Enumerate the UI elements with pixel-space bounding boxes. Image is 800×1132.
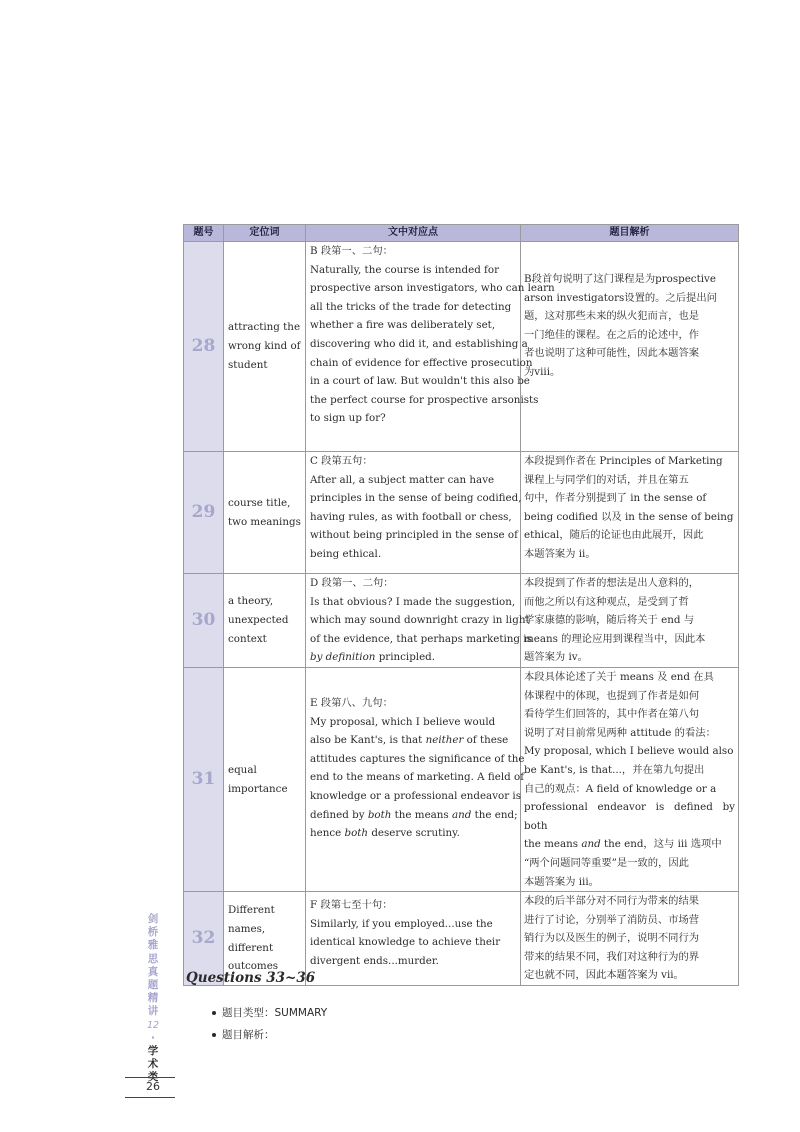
analysis-line: 本题答案为 iii。	[524, 875, 599, 888]
analysis-line: 者也说明了这种可能性，因此本题答案	[524, 347, 700, 360]
side-char: 剑	[147, 913, 159, 925]
side-char: 思	[147, 952, 159, 965]
source-text-block	[310, 668, 525, 843]
analysis-line: 本段提到作者在 Principles of Marketing	[524, 455, 723, 467]
source-line: After all, a subject matter can have	[310, 473, 495, 486]
side-book-title	[146, 913, 160, 1085]
keyword-line: wrong kind of	[228, 340, 301, 353]
source-line: knowledge or a professional endeavor is	[310, 789, 521, 802]
source-text-cell	[306, 452, 521, 574]
source-line: Similarly, if you employed...use the	[310, 917, 493, 930]
source-line: which may sound downright crazy in light	[310, 614, 530, 627]
table-row	[184, 242, 739, 452]
source-text-cell	[306, 892, 521, 986]
source-line: My proposal, which I believe would	[310, 715, 496, 728]
keyword-line: attracting the	[228, 321, 301, 334]
analysis-line: 体课程中的体现，也提到了作者是如何	[524, 689, 700, 702]
section-title: Questions 33~36	[186, 970, 316, 986]
analysis-line: 定也就不同，因此本题答案为 vii。	[524, 969, 684, 982]
analysis-text-block	[524, 574, 735, 667]
analysis-line: 为viii。	[524, 365, 561, 378]
analysis-cell	[521, 452, 739, 574]
analysis-line: 带来的结果不同，我们对这种行为的界	[524, 950, 700, 963]
header-text-reference: 文中对应点	[306, 225, 521, 242]
source-line: in a court of law. But wouldn't this also be	[310, 375, 530, 388]
source-line: end to the means of marketing. A field of	[310, 771, 525, 784]
analysis-cell	[521, 667, 739, 891]
bullet-question-type	[212, 1005, 327, 1020]
analysis-line: 本段提到了作者的想法是出人意料的，	[524, 577, 700, 589]
source-line: of the evidence, that perhaps marketing is	[310, 632, 532, 645]
source-line: all the tricks of the trade for detecting	[310, 300, 512, 313]
source-line: B 段第一、二句：	[310, 245, 393, 257]
side-category-char: 术	[147, 1058, 159, 1071]
analysis-line: 本段的后半部分对不同行为带来的结果	[524, 895, 700, 908]
keyword-line: unexpected	[228, 614, 289, 627]
source-line: divergent ends...murder.	[310, 954, 439, 967]
keyword-line: course title,	[228, 496, 291, 509]
analysis-line: 一门绝佳的课程。在之后的论述中，作	[524, 328, 700, 341]
side-char: 讲	[147, 1005, 159, 1018]
keywords-cell	[224, 574, 306, 668]
question-number: 29	[184, 452, 224, 574]
source-line: having rules, as with football or chess,	[310, 510, 512, 523]
source-line: F 段第七至十句：	[310, 899, 393, 912]
analysis-cell	[521, 242, 739, 452]
analysis-line: B段首句说明了这门课程是为prospective	[524, 273, 716, 285]
analysis-text-block	[524, 452, 735, 564]
source-text-cell	[306, 574, 532, 668]
source-line: E 段第八、九句：	[310, 696, 393, 709]
source-line: hence both deserve scrutiny.	[310, 827, 460, 840]
keyword-line: Different	[228, 903, 275, 916]
analysis-cell	[521, 892, 739, 986]
analysis-line: be Kant's, is that...，并在第九句提出	[524, 763, 705, 776]
analysis-line: 句中，作者分别提到了 in the sense of	[524, 492, 707, 505]
analysis-line: professional endeavor is defined by both	[524, 801, 735, 832]
keywords-cell	[224, 452, 306, 574]
keyword-line: different	[228, 941, 274, 954]
source-line: attitudes captures the significance of the	[310, 752, 525, 765]
analysis-line: 自己的观点：A field of knowledge or a	[524, 782, 717, 795]
source-text-block	[310, 452, 522, 564]
analysis-line: 题，这对那些未来的纵火犯而言，也是	[524, 310, 700, 323]
keywords-cell	[224, 242, 306, 452]
side-char: 雅	[147, 939, 159, 952]
side-char: 题	[147, 979, 159, 992]
analysis-line: being codified 以及 in the sense of being	[524, 510, 734, 523]
analysis-text-block	[524, 892, 735, 985]
analysis-line: means 的理论应用到课程当中，因此本	[524, 632, 706, 645]
keyword-line: two meanings	[228, 515, 301, 528]
bullet-text: 题目类型：SUMMARY	[222, 1007, 328, 1019]
source-line: chain of evidence for effective prosecution	[310, 356, 533, 369]
bullet-analysis	[212, 1027, 275, 1042]
bullet-icon	[212, 1033, 216, 1037]
header-analysis: 题目解析	[521, 225, 739, 242]
keyword-line: importance	[228, 782, 288, 795]
page-rule-top	[125, 1077, 175, 1078]
source-line: the perfect course for prospective arsonists	[310, 393, 539, 406]
source-line: also be Kant's, is that neither of these	[310, 734, 509, 747]
source-line: principles in the sense of being codified,	[310, 492, 522, 505]
question-number: 32	[184, 892, 224, 986]
keyword-line: equal	[228, 763, 257, 776]
keyword-line: student	[228, 358, 268, 371]
analysis-line: “两个问题同等重要”是一致的，因此	[524, 856, 689, 869]
question-number: 31	[184, 667, 224, 891]
analysis-line: 本段具体论述了关于 means 及 end 在具	[524, 670, 714, 683]
analysis-text-block	[524, 242, 735, 382]
analysis-line: the means and the end，这与 iii 选项中	[524, 838, 722, 851]
bullet-text: 题目解析：	[222, 1029, 275, 1041]
side-char: 真	[147, 965, 159, 978]
source-line: being ethical.	[310, 547, 382, 560]
page-number: 26	[146, 1080, 160, 1093]
side-category-char: 学	[147, 1045, 159, 1058]
analysis-line: 销行为以及医生的例子，说明不同行为	[524, 932, 700, 945]
source-line: by definition principled.	[310, 651, 436, 664]
side-char: 12	[146, 1019, 160, 1031]
bullet-icon	[212, 1011, 216, 1015]
analysis-line: 学家康德的影响，随后将关于 end 与	[524, 614, 695, 627]
header-question-number: 题号	[184, 225, 224, 242]
source-line: discovering who did it, and establishing a	[310, 337, 528, 350]
keyword-line: names,	[228, 922, 266, 935]
analysis-line: 看待学生们回答的，其中作者在第八句	[524, 708, 700, 721]
table-row	[184, 667, 739, 891]
source-line: D 段第一、二句：	[310, 577, 394, 589]
side-char: 桥	[147, 926, 159, 939]
source-line: identical knowledge to achieve their	[310, 936, 501, 949]
source-line: to sign up for?	[310, 412, 386, 425]
analysis-line: ethical，随后的论证也由此展开，因此	[524, 529, 704, 542]
source-line: without being principled in the sense of	[310, 529, 518, 542]
source-text-block	[310, 574, 532, 667]
analysis-line: My proposal, which I believe would also	[524, 745, 734, 758]
source-text-cell	[306, 667, 525, 891]
keyword-line: context	[228, 632, 267, 645]
answer-analysis-table	[183, 224, 739, 986]
analysis-cell	[521, 574, 739, 668]
table-row	[184, 574, 739, 668]
source-line: C 段第五句：	[310, 455, 373, 467]
side-char: 精	[147, 992, 159, 1005]
analysis-line: 课程上与同学们的对话，并且在第五	[524, 473, 689, 486]
keyword-line: a theory,	[228, 595, 274, 608]
analysis-line: 本题答案为 ii。	[524, 547, 596, 560]
table-row	[184, 452, 739, 574]
analysis-text-block	[524, 668, 735, 891]
source-line: Naturally, the course is intended for	[310, 263, 499, 276]
analysis-line: 进行了讨论，分别举了消防员、市场营	[524, 913, 700, 926]
keyword-line: outcomes	[228, 960, 279, 973]
keywords-cell	[224, 667, 306, 891]
page-rule-bottom	[125, 1097, 175, 1098]
analysis-line: 题答案为 iv。	[524, 651, 588, 664]
header-keywords: 定位词	[224, 225, 306, 242]
analysis-line: arson investigators设置的。之后提出问	[524, 291, 717, 304]
side-category-char: 类	[147, 1071, 159, 1084]
source-line: prospective arson investigators, who can learn	[310, 282, 555, 295]
analysis-line: 说明了对目前常见两种 attitude 的看法：	[524, 726, 716, 739]
question-number: 28	[184, 242, 224, 452]
source-line: whether a fire was deliberately set,	[310, 319, 496, 332]
source-line: defined by both the means and the end;	[310, 808, 518, 821]
source-line: Is that obvious? I made the suggestion,	[310, 595, 516, 608]
source-text-block	[310, 892, 516, 970]
question-number: 30	[184, 574, 224, 668]
side-char: ·	[151, 1031, 155, 1044]
table-header-row	[184, 225, 739, 242]
analysis-line: 而他之所以有这种观点，是受到了哲	[524, 595, 689, 608]
